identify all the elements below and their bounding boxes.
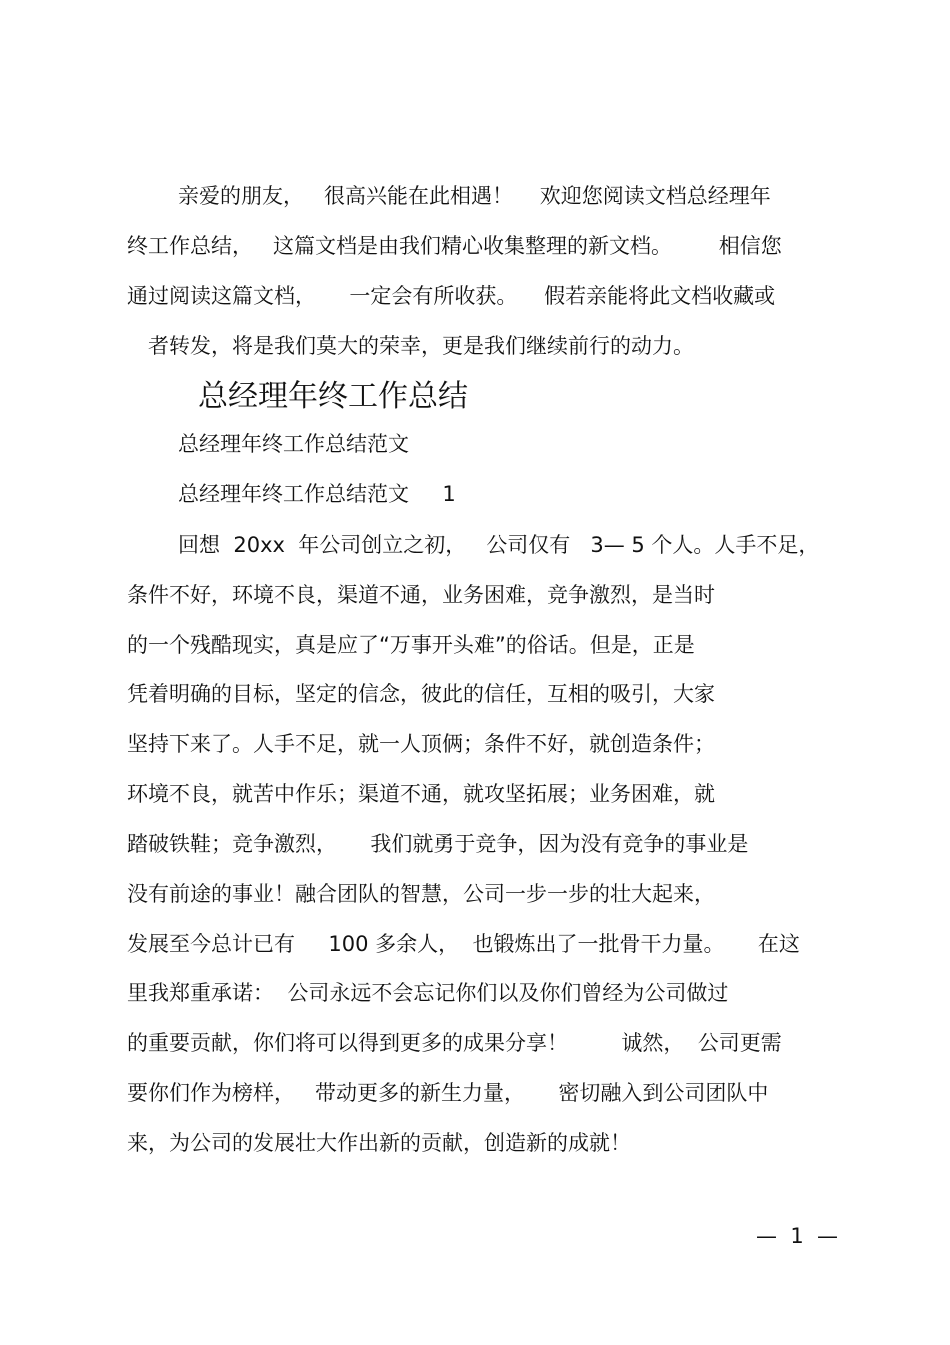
body-line-9: 发展至今总计已有 100 多余人， 也锻炼出了一批骨干力量。 在这	[127, 932, 800, 956]
body-line-2: 条件不好，环境不良，渠道不通，业务困难，竞争激烈，是当时	[127, 583, 715, 607]
body-line-10: 里我郑重承诺： 公司永远不会忘记你们以及你们曾经为公司做过	[127, 981, 729, 1005]
body-line-8: 没有前途的事业！融合团队的智慧，公司一步一步的壮大起来，	[127, 882, 715, 906]
body-line-6: 环境不良，就苦中作乐；渠道不通，就攻坚拓展；业务困难，就	[127, 782, 715, 806]
body-line-4: 凭着明确的目标，坚定的信念，彼此的信任，互相的吸引，大家	[127, 682, 715, 706]
subtitle-1: 总经理年终工作总结范文	[178, 432, 409, 456]
intro-line-4: 者转发，将是我们莫大的荣幸，更是我们继续前行的动力。	[148, 334, 694, 358]
intro-line-1: 亲爱的朋友， 很高兴能在此相遇！ 欢迎您阅读文档总经理年	[178, 184, 771, 208]
page-number: — 1 —	[756, 1224, 839, 1248]
body-line-13: 来，为公司的发展壮大作出新的贡献，创造新的成就！	[127, 1131, 631, 1155]
body-line-7: 踏破铁鞋；竞争激烈， 我们就勇于竞争，因为没有竞争的事业是	[127, 832, 749, 856]
document-title: 总经理年终工作总结	[198, 379, 468, 414]
body-line-12: 要你们作为榜样， 带动更多的新生力量， 密切融入到公司团队中	[127, 1081, 769, 1105]
body-line-11: 的重要贡献，你们将可以得到更多的成果分享！ 诚然， 公司更需	[127, 1031, 782, 1055]
body-line-3: 的一个残酷现实，真是应了“万事开头难”的俗话。但是，正是	[127, 633, 695, 657]
intro-line-3: 通过阅读这篇文档， 一定会有所收获。 假若亲能将此文档收藏或	[127, 284, 776, 308]
intro-line-2: 终工作总结， 这篇文档是由我们精心收集整理的新文档。 相信您	[127, 234, 782, 258]
subtitle-2: 总经理年终工作总结范文 1	[178, 482, 456, 506]
body-line-5: 坚持下来了。人手不足，就一人顶俩；条件不好，就创造条件；	[127, 732, 715, 756]
body-line-1: 回想 20xx 年公司创立之初， 公司仅有 3— 5 个人。人手不足，	[178, 533, 820, 557]
